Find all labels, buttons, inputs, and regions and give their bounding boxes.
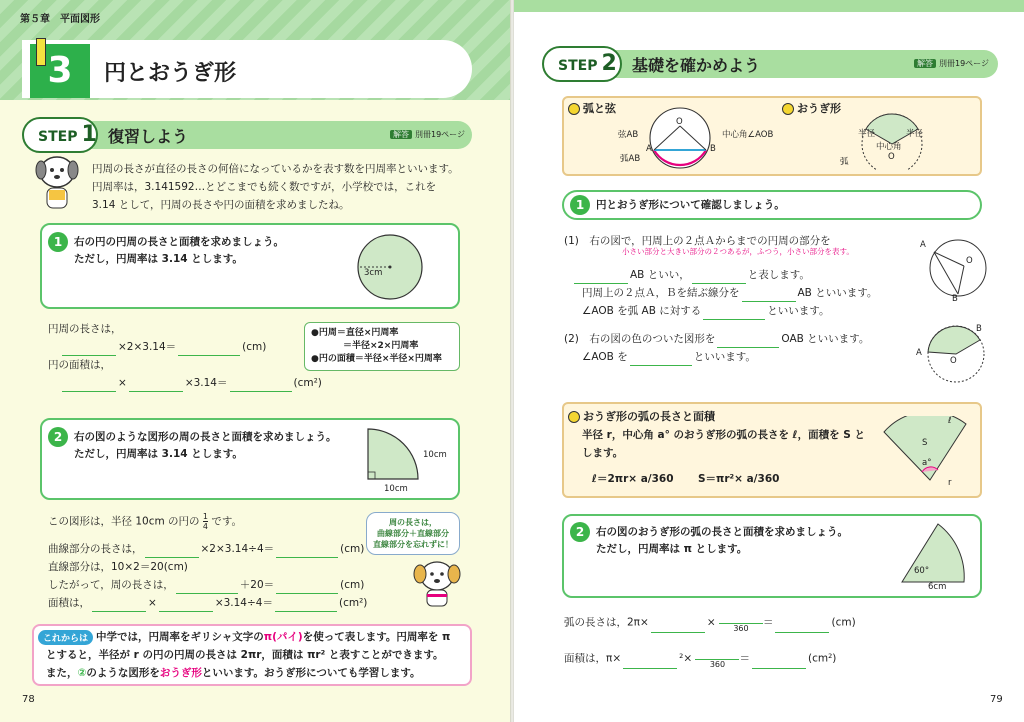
right-top-band (512, 0, 1024, 12)
answer-blank[interactable] (752, 657, 806, 669)
intro-line-1: 円周の長さが直径の長さの何倍になっているかを表す数を円周率といいます。 (92, 163, 459, 175)
kb1-title-text: 弧と弦 (583, 102, 616, 115)
future-text-c: また， (46, 667, 78, 679)
q1-answer-line-4 (60, 374, 322, 392)
formula-tip (304, 322, 460, 371)
answer-blank[interactable] (630, 354, 692, 366)
q1-answer-line-2 (60, 338, 266, 356)
future-circled-2: ② (77, 667, 87, 679)
future-line-2: とすると，半径が r の円の円周の長さは 2πr，面積は πr² と表すことができます。 (46, 649, 444, 661)
q2-answer-line-3: 直線部分は，10×2＝20(cm) (48, 561, 188, 573)
puppy-mascot-icon (410, 556, 464, 612)
sector-center-angle: 中心角 (876, 142, 902, 152)
answer-blank[interactable] (129, 380, 183, 392)
r-q1-p1-line4 (582, 302, 829, 320)
q1-answer-line-1: 円周の長さは， (48, 323, 122, 335)
r-q1-p1-line3 (582, 284, 877, 302)
question2-right-line-1: 右の図のおうぎ形の弧の長さと面積を求めましょう。 (596, 526, 848, 538)
circle-figure (350, 232, 430, 302)
q2-arc-fraction (719, 612, 763, 633)
lesson-title: 円とおうぎ形 (104, 61, 237, 86)
q2-curve-formula: ×2×3.14÷4＝ (200, 543, 275, 555)
q2-sector-figure (898, 520, 968, 588)
answer-blank[interactable] (230, 380, 292, 392)
answer-blank[interactable] (276, 546, 338, 558)
q2-answer-line-2 (48, 540, 364, 558)
r-q1-arc-text: AB といい， (630, 269, 690, 281)
sector-radius-2: 半径 (906, 129, 924, 139)
question1-line-2: ただし，円周率は 3.14 とします。 (74, 253, 243, 265)
center-angle-label: 中心角∠AOB (722, 130, 774, 140)
answer-blank[interactable] (623, 657, 677, 669)
q2-area-unit-r: (cm²) (807, 652, 837, 665)
r-q1-p2-line2 (582, 348, 756, 366)
quarter-circle-bottom-label: 10cm (384, 484, 408, 494)
answer-blank[interactable] (692, 272, 746, 284)
future-line-3 (46, 664, 421, 682)
answer-blank[interactable] (775, 621, 829, 633)
page-number-right: 79 (990, 694, 1003, 705)
intro-line-2: 円周率は，3.141592…とどこまでも続く数ですが，小学校では，これを (92, 181, 437, 193)
answer-blank[interactable] (742, 290, 796, 302)
fig3-s: S (922, 438, 928, 448)
future-text-a: 中学では，円周率をギリシャ文字の (96, 631, 264, 643)
sector-radius-1: 半径 (858, 129, 876, 139)
q1-area-unit: (cm²) (293, 377, 322, 389)
q2-text-fraction-intro: この図形は，半径 10cm の円の (48, 515, 200, 528)
future-text-e: といいます。おうぎ形についても学習します。 (201, 667, 421, 679)
arc-chord-figure (640, 104, 720, 170)
answer-page-right: 別冊19ページ (939, 59, 990, 68)
circle-radius-label: 3cm (364, 268, 383, 278)
answer-blank[interactable] (62, 380, 116, 392)
q2-area-denominator: 360 (709, 660, 726, 669)
hint-line-2: 曲線部分＋直線部分 (377, 529, 449, 538)
formula-line-1: ●円周＝直径×円周率 (311, 328, 399, 338)
chapter-tag: 第５章 平面図形 (20, 14, 100, 25)
arc-ab-label: 弧AB (620, 154, 641, 164)
page-number-left: 78 (22, 694, 35, 705)
fig2-b: B (976, 324, 982, 334)
q2-area-formula: ×3.14÷4＝ (214, 597, 273, 609)
q2-arc-unit: (cm) (831, 616, 856, 629)
answer-blank[interactable] (651, 621, 705, 633)
question2-number-right: 2 (570, 522, 590, 542)
q2-arc-text: 弧の長さは，2π× (564, 616, 649, 629)
q2-perimeter-text: したがって，周の長さは， (48, 579, 174, 591)
kb3-line-1: 半径 r，中心角 a° のおうぎ形の弧の長さを ℓ，面積を S と (582, 429, 865, 441)
kb3-title-text: おうぎ形の弧の長さと面積 (583, 410, 715, 423)
q2-area-unit: (cm²) (338, 597, 368, 609)
kb3-formula-2: S＝πr²× a/360 (698, 473, 780, 485)
check-icon (568, 411, 580, 423)
question1-line-1: 右の円の円周の長さと面積を求めましょう。 (74, 236, 284, 248)
r-q1-p1-line1: (1) 右の図で，円周上の２点Ａからまでの円周の部分を (564, 235, 831, 247)
fraction (203, 512, 208, 531)
step1-label: STEP (38, 129, 78, 145)
answer-blank[interactable] (62, 344, 116, 356)
future-ougi: おうぎ形 (159, 667, 202, 679)
question1-title-right: 円とおうぎ形について確認しましょう。 (596, 199, 785, 211)
q2-perimeter-formula: ＋20＝ (239, 579, 275, 591)
question2-number: 2 (48, 427, 68, 447)
future-pi: π(パイ) (263, 631, 303, 643)
lesson-number: 3 (30, 44, 90, 98)
answer-blank[interactable] (275, 600, 337, 612)
hint-bubble (366, 512, 460, 555)
fig2-o: O (950, 356, 957, 366)
fig3-a: a° (922, 458, 932, 468)
r-q1-angle-text: ∠AOB を弧 AB に対する (582, 305, 702, 317)
step2-title: 基礎を確かめよう (632, 56, 761, 75)
hint-line-3: 直線部分を忘れずに！ (373, 540, 453, 549)
q2-right-arc-line: 弧の長さは，2π× × 360 ＝ (cm) (564, 612, 856, 633)
future-text-d: のような図形を (86, 667, 160, 679)
r-q1-chord-text-2: AB といいます。 (797, 287, 878, 299)
question2-line-1: 右の図のような図形の周の長さと面積を求めましょう。 (74, 431, 337, 443)
q2-perimeter-unit: (cm) (340, 579, 365, 591)
answer-reference-right (914, 58, 989, 69)
step2-pill (542, 46, 622, 82)
sector-o-label: O (888, 152, 895, 162)
future-badge: これからは (38, 630, 93, 645)
answer-badge: 解答 (390, 130, 412, 139)
q2-answer-line-5 (48, 594, 367, 612)
q1-answer-line-3: 円の面積は， (48, 359, 111, 371)
right-page (512, 0, 1024, 722)
r-q1-p1-line2 (572, 266, 810, 284)
kb3-line-2: します。 (582, 447, 624, 459)
answer-page: 別冊19ページ (415, 130, 466, 139)
answer-reference (390, 129, 465, 140)
answer-blank[interactable] (717, 336, 779, 348)
answer-blank[interactable] (178, 344, 240, 356)
q2-arc-x: × (706, 616, 716, 629)
q2-area-sq: ²× (679, 652, 693, 665)
r-q1-chord-text: 円周上の２点Ａ，Ｂを結ぶ線分を (582, 287, 740, 299)
answer-blank[interactable] (159, 600, 213, 612)
q1-area-text-a: × (118, 377, 127, 389)
question2-line-2: ただし，円周率は 3.14 とします。 (74, 448, 243, 460)
answer-blank[interactable] (695, 648, 739, 660)
step1-title: 復習しよう (108, 127, 189, 146)
key-arc-chord-title (568, 100, 616, 116)
q2-area-text-r: 面積は，π× (564, 652, 622, 665)
intro-line-3: 3.14 として，円周の長さや円の面積を求めましたね。 (92, 199, 350, 211)
formula-sector-figure (882, 416, 972, 486)
r-q1-center-text-2: といいます。 (693, 351, 756, 363)
sector-arc-label: 弧 (840, 157, 849, 167)
q2-arc-denominator: 360 (733, 624, 749, 633)
fig1-b: B (952, 294, 958, 304)
bookmark-icon (36, 38, 46, 66)
q1-area-text-b: ×3.14＝ (184, 377, 228, 389)
q2-curve-unit: (cm) (340, 543, 365, 555)
q2-curve-text: 曲線部分の長さは， (48, 543, 143, 555)
question1-number: 1 (48, 232, 68, 252)
step1-pill (22, 117, 98, 153)
answer-blank[interactable] (276, 582, 338, 594)
q2-area-text: 面積は， (48, 597, 90, 609)
q2-area-x: × (148, 597, 157, 609)
kb2-title-text: おうぎ形 (797, 102, 841, 115)
book-gutter (510, 0, 514, 722)
dog-mascot-icon (32, 150, 82, 216)
q2-text-desu: です。 (211, 515, 242, 528)
r-q1-sector-text-2: OAB といいます。 (781, 333, 870, 345)
step2-label: STEP (558, 58, 598, 74)
q1-unit: (cm) (242, 341, 267, 353)
fig2-a: A (916, 348, 922, 358)
r-q1-sector-text: (2) 右の図の色のついた図形を (564, 333, 716, 345)
r-q1-center-text: ∠AOB を (582, 351, 628, 363)
answer-blank[interactable] (176, 582, 238, 594)
check-icon (782, 103, 794, 115)
fraction-numerator: 1 (202, 512, 208, 521)
q2-right-area-line: 面積は，π× ²× 360 ＝ (cm²) (564, 648, 836, 669)
answer-blank[interactable] (703, 308, 765, 320)
point-o-label: O (676, 117, 683, 127)
fig3-l: ℓ (948, 416, 952, 426)
quarter-circle-side-label: 10cm (423, 450, 447, 460)
fig1-o: O (966, 256, 973, 266)
r-q1-angle-text-2: といいます。 (767, 305, 830, 317)
step2-number: 2 (601, 51, 617, 76)
r-q1-p1-note: 小さい部分と大きい部分の２つあるが，ふつう，小さい部分を表す。 (622, 247, 854, 256)
q1-formula-text: ×2×3.14＝ (118, 341, 177, 353)
question2-right-line-2: ただし，円周率は π とします。 (596, 543, 748, 555)
circle-chord-figure (924, 236, 988, 302)
r-q1-p2-line1 (564, 330, 869, 348)
fig1-a: A (920, 240, 926, 250)
kb3-title (568, 408, 715, 424)
key-sector-title (782, 100, 841, 116)
q2-length-label: 6cm (928, 582, 947, 592)
q2-angle-label: 60° (914, 566, 930, 576)
future-line-1 (96, 628, 450, 646)
q2-area-fraction (695, 648, 739, 669)
chord-ab-label: 弦AB (618, 130, 639, 140)
answer-blank[interactable] (145, 546, 199, 558)
formula-line-3: ●円の面積＝半径×半径×円周率 (311, 354, 442, 364)
hint-line-1: 周の長さは， (389, 518, 437, 527)
step1-number: 1 (81, 122, 97, 147)
answer-badge-right: 解答 (914, 59, 936, 68)
point-b-label: B (710, 144, 716, 154)
quarter-circle-figure (364, 425, 426, 483)
q2-answer-line-1 (48, 512, 242, 531)
q2-answer-line-4 (48, 576, 364, 594)
fig3-r: r (948, 478, 952, 488)
kb3-formula-1: ℓ＝2πr× a/360 (592, 473, 674, 485)
formula-line-2: ＝半径×2×円周率 (343, 341, 419, 351)
answer-blank[interactable] (574, 272, 628, 284)
answer-blank[interactable] (92, 600, 146, 612)
point-a-label: A (646, 144, 652, 154)
future-text-b: を使って表します。円周率を π (302, 631, 451, 643)
question1-number-right: 1 (570, 195, 590, 215)
answer-blank[interactable] (719, 612, 763, 624)
r-q1-arc-text-2: と表します。 (747, 269, 810, 281)
fraction-denominator: 4 (202, 522, 208, 531)
check-icon (568, 103, 580, 115)
